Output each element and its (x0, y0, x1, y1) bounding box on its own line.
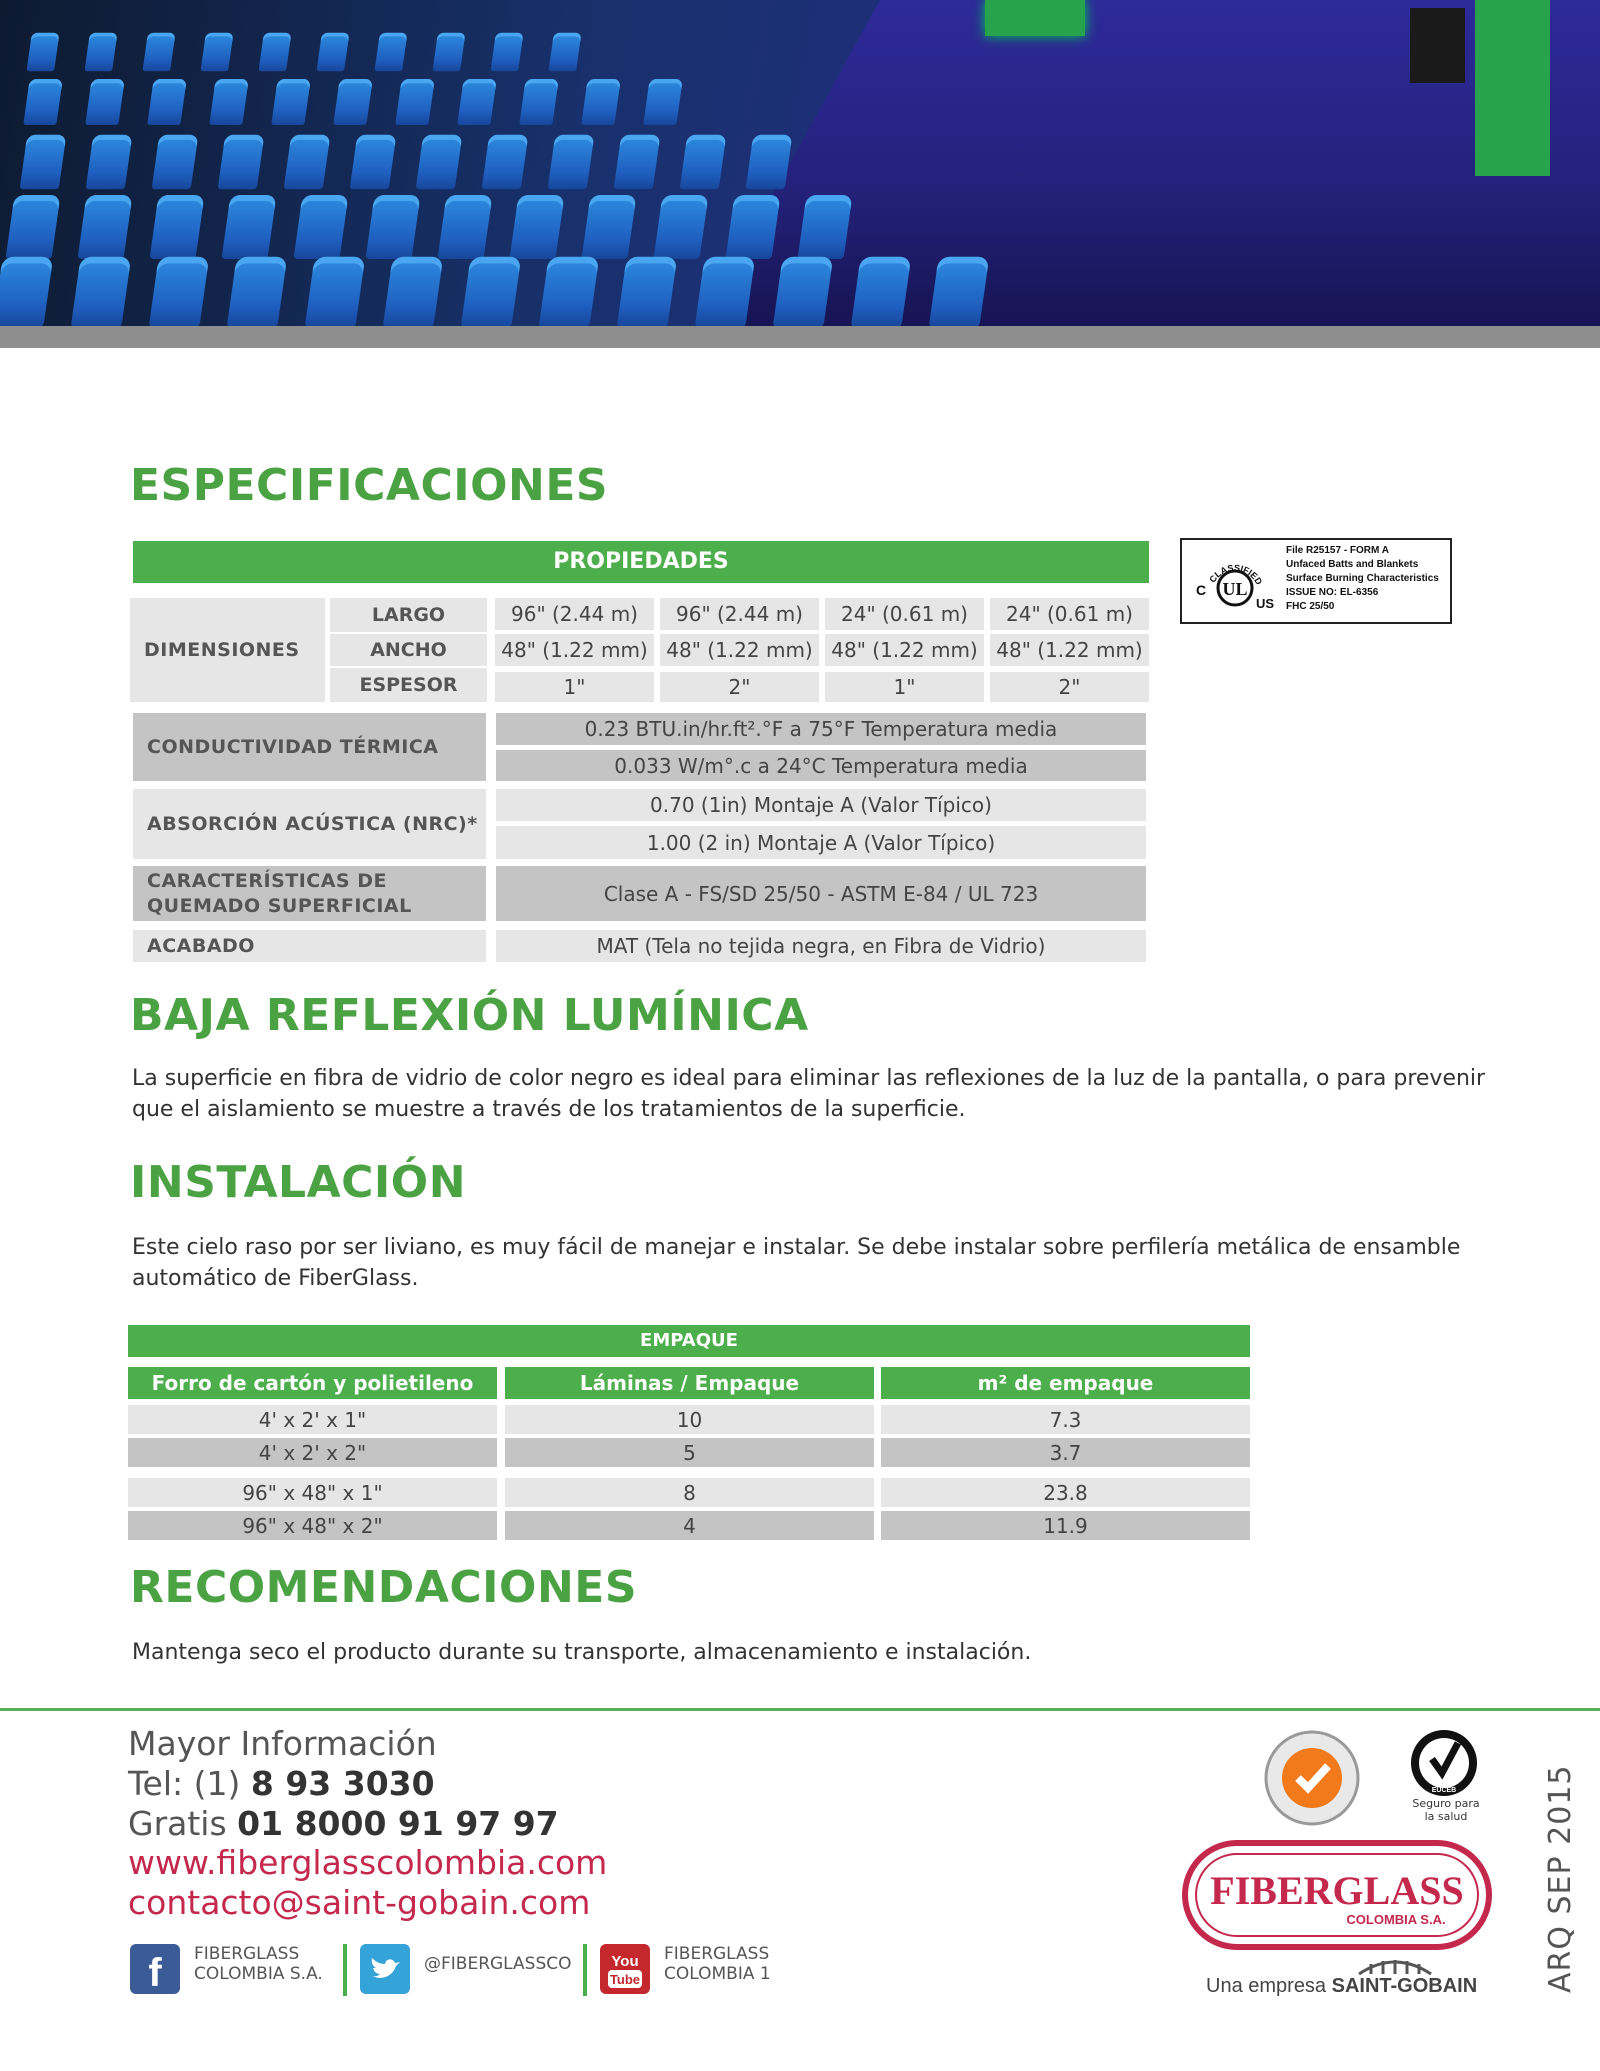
hero-seat (383, 257, 443, 326)
hero-seat (491, 33, 524, 71)
dimensions-label: DIMENSIONES (130, 598, 325, 702)
ul-classified-text: CLASSIFIED (1207, 562, 1265, 587)
largo-cell: 24" (0.61 m) (990, 598, 1149, 630)
twitter-label: @FIBERGLASSCO (424, 1954, 572, 1974)
reflexion-text: La superficie en fibra de vidrio de color negro es ideal para eliminar las reflexiones de la luz de la pantalla, o para prevenir que el aislamiento se muestre a través de los tratamientos de la superficie. (132, 1066, 1486, 1122)
hero-seat (78, 195, 133, 259)
ul-cert-line: Surface Burning Characteristics (1286, 573, 1439, 584)
social-separator (583, 1944, 587, 1996)
espesor-cell: 2" (990, 672, 1149, 702)
hero-seat (20, 135, 67, 189)
hero-seat (773, 257, 833, 326)
conductividad-label: CONDUCTIVIDAD TÉRMICA (133, 713, 486, 781)
facebook-icon[interactable] (130, 1944, 180, 1994)
footer-tel (128, 1764, 435, 1803)
hero-seat (218, 135, 265, 189)
empaque-col-m2: m² de empaque (881, 1367, 1250, 1399)
espesor-cell: 1" (495, 672, 654, 702)
empresa-prefix: Una empresa (1206, 1975, 1332, 1997)
hero-seat (654, 195, 709, 259)
hero-seat (305, 257, 365, 326)
iso-certification-seal (1262, 1728, 1362, 1828)
social-separator (343, 1944, 347, 1996)
hero-seat (375, 33, 408, 71)
footer-website-link[interactable]: www.fiberglasscolombia.com (128, 1843, 608, 1882)
hero-seat (143, 33, 176, 71)
hero-seat (695, 257, 755, 326)
ancho-cell: 48" (1.22 mm) (660, 634, 819, 666)
hero-seat (85, 79, 125, 125)
ul-mark-text: UL (1222, 579, 1248, 599)
hero-seat (0, 257, 53, 326)
conductividad-value-1: 0.23 BTU.in/hr.ft².°F a 75°F Temperatura media (496, 713, 1146, 745)
fiberglass-logo-subtext: COLOMBIA S.A. (1346, 1912, 1446, 1927)
hero-seat (482, 135, 529, 189)
hero-seat (150, 195, 205, 259)
hero-seat (929, 257, 989, 326)
hero-seat (510, 195, 565, 259)
hero-seat (147, 79, 187, 125)
quemado-label: CARACTERÍSTICAS DE QUEMADO SUPERFICIAL (133, 866, 486, 921)
fiberglass-logo (1182, 1840, 1492, 1950)
fiberglass-logo-text: FIBERGLASS (1210, 1868, 1464, 1913)
youtube-icon[interactable] (600, 1944, 650, 1994)
recomendaciones-text: Mantenga seco el producto durante su transporte, almacenamiento e instalación. (132, 1640, 1032, 1665)
empaque-cell: 3.7 (881, 1438, 1250, 1467)
dimensions-sublabel-largo: LARGO (330, 598, 487, 632)
hero-seat (149, 257, 209, 326)
recomendaciones-title: RECOMENDACIONES (130, 1562, 638, 1613)
footer-tel-number[interactable]: 8 93 3030 (250, 1764, 435, 1803)
twitter-icon[interactable] (360, 1944, 410, 1994)
quemado-value: Clase A - FS/SD 25/50 - ASTM E-84 / UL 723 (496, 866, 1146, 921)
hero-seat (519, 79, 559, 125)
ul-cert-line: FHC 25/50 (1286, 601, 1335, 612)
footer-divider (0, 1708, 1600, 1711)
hero-seat (433, 33, 466, 71)
empresa-name: SAINT-GOBAIN (1331, 1975, 1478, 1997)
ul-certification-box (1180, 538, 1452, 624)
svg-text:f: f (148, 1951, 162, 1994)
seguro-salud-text (1400, 1797, 1492, 1823)
ul-cert-line: ISSUE NO: EL-6356 (1286, 587, 1379, 598)
hero-seat (416, 135, 463, 189)
hero-seat (227, 257, 287, 326)
instalacion-title: INSTALACIÓN (130, 1157, 467, 1208)
version-label: ARQ SEP 2015 (1543, 1764, 1578, 1993)
hero-seat (201, 33, 234, 71)
empaque-cell: 4' x 2' x 2" (128, 1438, 497, 1467)
saint-gobain-arch-icon (1355, 1954, 1435, 1976)
hero-divider (0, 326, 1600, 348)
youtube-label-line: COLOMBIA 1 (664, 1964, 771, 1984)
empaque-cell: 8 (505, 1478, 874, 1507)
instalacion-text: Este cielo raso por ser liviano, es muy fácil de manejar e instalar. Se debe instalar sobre perfilería metálica de ensamble automático de FiberGlass. (132, 1235, 1461, 1291)
hero-seat (209, 79, 249, 125)
hero-seat (152, 135, 199, 189)
facebook-label (194, 1944, 323, 1984)
specs-header: PROPIEDADES (133, 541, 1149, 583)
ancho-cell: 48" (1.22 mm) (990, 634, 1149, 666)
empaque-cell: 10 (505, 1405, 874, 1434)
hero-seat (438, 195, 493, 259)
largo-cell: 96" (2.44 m) (660, 598, 819, 630)
hero-seat (27, 33, 60, 71)
hero-seat (284, 135, 331, 189)
hero-seat (746, 135, 793, 189)
empaque-cell: 4' x 2' x 1" (128, 1405, 497, 1434)
absorcion-value-2: 1.00 (2 in) Montaje A (Valor Típico) (496, 826, 1146, 859)
youtube-icon-text: Tube (609, 1972, 641, 1987)
hero-seat (582, 195, 637, 259)
empaque-cell: 4 (505, 1511, 874, 1540)
acabado-value: MAT (Tela no tejida negra, en Fibra de Vidrio) (496, 930, 1146, 962)
ul-c-text: C (1196, 582, 1207, 598)
saint-gobain-text (1206, 1975, 1477, 1998)
acabado-label: ACABADO (133, 930, 486, 962)
hero-seat (680, 135, 727, 189)
seguro-line: la salud (1424, 1810, 1468, 1823)
empaque-cell: 23.8 (881, 1478, 1250, 1507)
absorcion-label: ABSORCIÓN ACÚSTICA (NRC)* (133, 789, 486, 859)
empaque-header: EMPAQUE (128, 1325, 1250, 1357)
hero-seat (85, 33, 118, 71)
hero-seat (798, 195, 853, 259)
hero-seat (643, 79, 683, 125)
hero-green-panel (985, 0, 1085, 36)
hero-seat (614, 135, 661, 189)
empaque-cell: 5 (505, 1438, 874, 1467)
espesor-cell: 2" (660, 672, 819, 702)
hero-seat (457, 79, 497, 125)
euceb-text: EUCEB (1431, 1787, 1457, 1794)
hero-seat (86, 135, 133, 189)
hero-seat (222, 195, 277, 259)
hero-green-panel-right (1475, 0, 1550, 176)
hero-seat (333, 79, 373, 125)
footer-gratis (128, 1804, 559, 1843)
hero-seat (294, 195, 349, 259)
hero-speaker (1410, 8, 1465, 83)
hero-wall (700, 0, 1600, 326)
empaque-col-laminas: Láminas / Empaque (505, 1367, 874, 1399)
hero-cinema-photo (0, 0, 1600, 326)
seguro-line: Seguro para (1412, 1797, 1480, 1810)
youtube-icon-text: You (611, 1953, 639, 1970)
youtube-label-line: FIBERGLASS (664, 1944, 770, 1964)
footer-mayor-info: Mayor Información (128, 1724, 437, 1763)
ancho-cell: 48" (1.22 mm) (495, 634, 654, 666)
conductividad-value-2: 0.033 W/m°.c a 24°C Temperatura media (496, 750, 1146, 781)
dimensions-sublabel-espesor: ESPESOR (330, 668, 487, 702)
empaque-cell: 11.9 (881, 1511, 1250, 1540)
espesor-cell: 1" (825, 672, 984, 702)
hero-seat (461, 257, 521, 326)
specs-title: ESPECIFICACIONES (130, 460, 609, 511)
reflexion-title: BAJA REFLEXIÓN LUMÍNICA (130, 990, 809, 1041)
largo-cell: 24" (0.61 m) (825, 598, 984, 630)
empaque-cell: 96" x 48" x 2" (128, 1511, 497, 1540)
hero-seat (851, 257, 911, 326)
empaque-cell: 7.3 (881, 1405, 1250, 1434)
euceb-seal (1406, 1727, 1486, 1799)
hero-seat (539, 257, 599, 326)
absorcion-value-1: 0.70 (1in) Montaje A (Valor Típico) (496, 789, 1146, 821)
hero-seat (317, 33, 350, 71)
facebook-label-line: FIBERGLASS (194, 1944, 300, 1964)
footer-email-link[interactable]: contacto@saint-gobain.com (128, 1883, 591, 1922)
youtube-label (664, 1944, 771, 1984)
ul-classified-logo (1190, 548, 1280, 618)
ul-us-text: US (1256, 596, 1275, 611)
footer-gratis-prefix: Gratis (128, 1804, 238, 1843)
largo-cell: 96" (2.44 m) (495, 598, 654, 630)
hero-seat (350, 135, 397, 189)
hero-seat (726, 195, 781, 259)
empaque-cell: 96" x 48" x 1" (128, 1478, 497, 1507)
ul-cert-line: Unfaced Batts and Blankets (1286, 559, 1419, 570)
hero-seat (617, 257, 677, 326)
hero-seat (581, 79, 621, 125)
hero-seat (271, 79, 311, 125)
footer-gratis-number[interactable]: 01 8000 91 97 97 (237, 1804, 559, 1843)
ul-cert-line: File R25157 - FORM A (1286, 545, 1389, 556)
hero-seat (548, 135, 595, 189)
facebook-label-line: COLOMBIA S.A. (194, 1964, 323, 1984)
hero-seat (6, 195, 61, 259)
ul-cert-text (1286, 544, 1439, 614)
hero-seat (259, 33, 292, 71)
hero-seat (23, 79, 63, 125)
dimensions-sublabel-ancho: ANCHO (330, 634, 487, 666)
hero-seat (71, 257, 131, 326)
hero-seat (366, 195, 421, 259)
ancho-cell: 48" (1.22 mm) (825, 634, 984, 666)
empaque-col-forro: Forro de cartón y polietileno (128, 1367, 497, 1399)
footer-tel-prefix: Tel: (1) (128, 1764, 251, 1803)
hero-seat (549, 33, 582, 71)
hero-seat (395, 79, 435, 125)
